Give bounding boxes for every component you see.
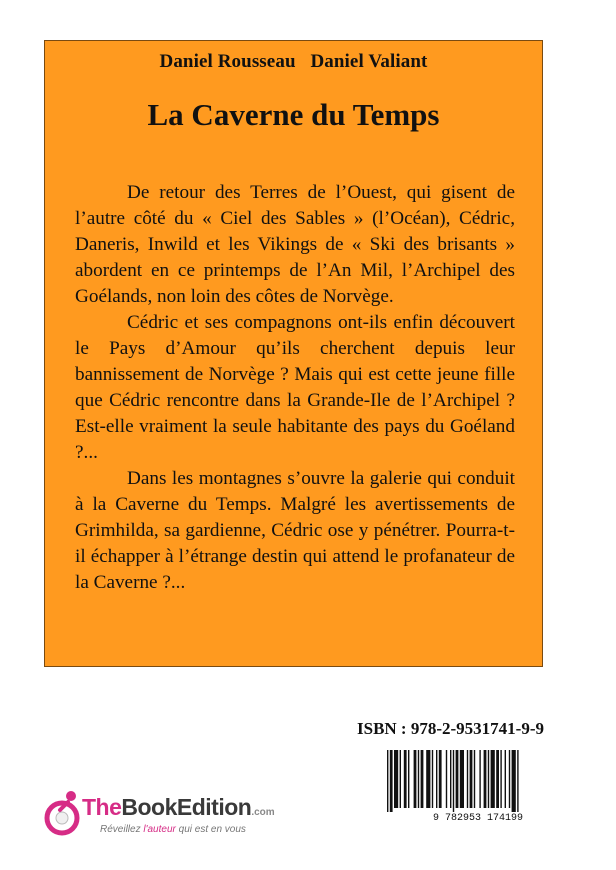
- barcode-bar: [517, 750, 518, 812]
- barcode-bar: [408, 750, 409, 808]
- barcode-bar: [484, 750, 487, 808]
- barcode-bar: [432, 750, 433, 808]
- barcode-bar: [456, 750, 459, 808]
- barcode-bar: [400, 750, 401, 808]
- barcode-bar: [426, 750, 430, 808]
- author-name: Daniel Rousseau: [159, 51, 296, 72]
- author-name: Daniel Valiant: [310, 51, 428, 72]
- barcode-bar: [460, 750, 464, 808]
- cover-panel: [44, 40, 543, 667]
- barcode-bar: [496, 750, 499, 808]
- publisher-name-prefix: The: [82, 794, 122, 820]
- blurb-paragraph: Cédric et ses compagnons ont-ils enfin découvert le Pays d’Amour qu’ils cherchent depuis leur bannissement de Norvège ? Mais qui est cette jeune fille que Cédric rencontre dans la Grande-Ile de l’Archipel ? Est-elle vraiment la seule habitante des pays du Goéland ?...: [75, 312, 515, 463]
- blurb-paragraph: De retour des Terres de l’Ouest, qui gisent de l’autre côté du « Ciel des Sables » (l’Océan), Cédric, Daneris, Inwild et les Vikings de « Ski des brisants » abordent en ce printemps de l’An Mil, l’Archipel des Goélands, non loin des côtes de Norvège.: [75, 182, 515, 307]
- barcode-bar: [479, 750, 480, 808]
- publisher-logo: [40, 790, 320, 840]
- barcode-bar: [450, 750, 451, 808]
- barcode-bar: [474, 750, 475, 808]
- barcode-bar: [439, 750, 442, 808]
- authors: [45, 51, 542, 73]
- barcode-bar: [488, 750, 489, 808]
- barcode-bars: [387, 750, 519, 812]
- publisher-tagline: [100, 824, 246, 835]
- book-title: La Caverne du Temps: [147, 97, 440, 132]
- tagline-highlight: l'auteur: [143, 824, 176, 835]
- blurb-paragraph: Dans les montagnes s’ouvre la galerie qui conduit à la Caverne du Temps. Malgré les avertissements de Grimhilda, sa gardienne, Cédric ose y pénétrer. Pourra-t-il échapper à l’étrange destin qui attend le profanateur de la Caverne ?...: [75, 468, 515, 593]
- barcode-bar: [446, 750, 447, 808]
- publisher-name: [82, 794, 275, 821]
- barcode-bar: [404, 750, 407, 808]
- blurb: [75, 180, 515, 596]
- tagline-start: Réveillez: [100, 824, 144, 835]
- barcode-bar: [421, 750, 424, 808]
- barcode-bar: [512, 750, 516, 812]
- isbn-label: ISBN : 978-2-9531741-9-9: [357, 719, 544, 738]
- barcode-bar: [500, 750, 501, 808]
- barcode-bar: [394, 750, 398, 808]
- barcode-bar: [436, 750, 437, 808]
- barcode-bar: [418, 750, 419, 808]
- barcode-bar: [453, 750, 454, 812]
- barcode: [381, 750, 575, 822]
- barcode-digits: 9 782953 174199: [432, 813, 524, 822]
- barcode-bar: [390, 750, 393, 812]
- tagline-end: qui est en vous: [175, 824, 246, 835]
- barcode-bar: [387, 750, 388, 812]
- barcode-bar: [509, 750, 510, 808]
- barcode-bar: [505, 750, 506, 808]
- publisher-name-suffix: .com: [251, 807, 275, 818]
- barcode-bar: [470, 750, 473, 808]
- barcode-bar: [414, 750, 417, 808]
- person-logo-icon: [40, 790, 84, 840]
- publisher-name-main: BookEdition: [121, 794, 252, 820]
- barcode-bar: [491, 750, 495, 808]
- barcode-bar: [467, 750, 468, 808]
